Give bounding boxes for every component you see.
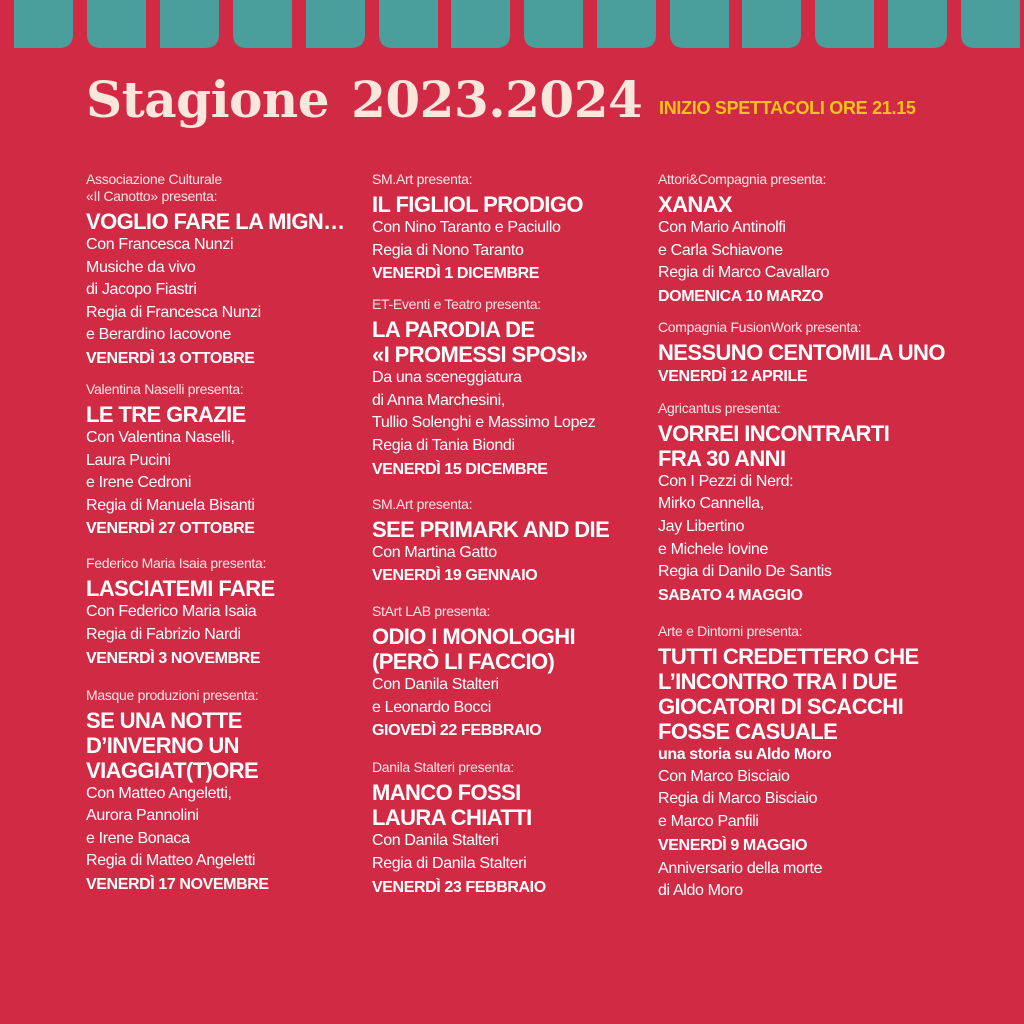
show-entry <box>86 687 378 897</box>
show-entry <box>658 623 958 903</box>
show-presenter: Agricantus presenta: <box>658 399 781 416</box>
show-title <box>86 576 378 601</box>
show-title-line: IL FIGLIOL PRODIGO <box>372 192 583 217</box>
show-title-line: D’INVERNO UN <box>86 732 239 758</box>
show-title-line: LASCIATEMI FARE <box>86 576 275 602</box>
show-credit-line: di Jacopo Fiastri <box>86 281 197 299</box>
awning-scallop <box>597 0 656 48</box>
show-credit-line: e Irene Bonaca <box>86 829 190 847</box>
show-credit-line: Con Danila Stalteri <box>372 832 499 850</box>
show-title-line: LAURA CHIATTI <box>372 805 532 831</box>
show-presenter: StArt LAB presenta: <box>372 603 491 620</box>
show-title <box>658 192 958 217</box>
show-entry <box>372 296 664 481</box>
show-title <box>658 340 958 365</box>
title-word: Stagione <box>86 70 330 129</box>
show-note-line: Anniversario della morte <box>658 859 823 877</box>
show-credit-line: e Irene Cedroni <box>86 474 192 492</box>
show-title-line: FRA 30 ANNI <box>658 445 786 471</box>
show-title-line: XANAX <box>658 192 733 217</box>
show-credit-line: Regia di Marco Cavallaro <box>658 264 830 282</box>
show-date: VENERDÌ 9 MAGGIO <box>658 836 808 854</box>
show-credit-line: Regia di Manuela Bisanti <box>86 496 255 514</box>
awning-scallop <box>14 0 73 48</box>
show-title <box>86 708 378 783</box>
show-entry <box>372 171 664 286</box>
show-credit-line: Con Francesca Nunzi <box>86 236 234 253</box>
show-title-line: VORREI INCONTRARTI <box>658 420 890 446</box>
awning-scallop <box>87 0 146 48</box>
awning-scallop <box>815 0 874 48</box>
show-date: VENERDÌ 15 DICEMBRE <box>372 460 548 478</box>
show-credit-line: Regia di Matteo Angeletti <box>86 852 256 870</box>
show-credit-line: Aurora Pannolini <box>86 807 199 825</box>
show-credit-line: Regia di Tania Biondi <box>372 436 515 454</box>
show-title-line: NESSUNO CENTOMILA UNO <box>658 339 945 365</box>
show-title <box>86 209 378 234</box>
show-credit-line: Con Danila Stalteri <box>372 676 499 694</box>
show-entry <box>372 603 664 743</box>
show-title <box>372 517 664 542</box>
page-title <box>86 70 642 129</box>
show-title-line: VOGLIO FARE LA MIGN… <box>86 209 345 234</box>
show-presenter: SM.Art presenta: <box>372 495 473 512</box>
show-date: GIOVEDÌ 22 FEBBRAIO <box>372 722 542 740</box>
show-entry <box>86 381 378 541</box>
show-credit-line: Con I Pezzi di Nerd: <box>658 472 794 490</box>
show-entry <box>86 555 378 670</box>
show-title-line: FOSSE CASUALE <box>658 718 838 744</box>
show-date: VENERDÌ 13 OTTOBRE <box>86 349 255 367</box>
show-title-line: L’INCONTRO TRA I DUE <box>658 668 897 694</box>
show-credit-line: e Berardino Iacovone <box>86 326 232 344</box>
show-presenter: Arte e Dintorni presenta: <box>658 622 803 639</box>
show-presenter: ET-Eventi e Teatro presenta: <box>372 296 541 313</box>
show-credit-line: Con Federico Maria Isaia <box>86 603 257 621</box>
show-credit-line: Jay Libertino <box>658 517 745 535</box>
show-title <box>658 421 958 471</box>
awning-scallop <box>888 0 947 48</box>
show-credit-line: Con Nino Taranto e Paciullo <box>372 219 561 236</box>
awning-scallop <box>306 0 365 48</box>
awning-scallop <box>233 0 292 48</box>
show-date: VENERDÌ 3 NOVEMBRE <box>86 649 261 667</box>
awning-scallop <box>379 0 438 48</box>
show-date: VENERDÌ 27 OTTOBRE <box>86 520 255 538</box>
show-entry <box>372 759 664 899</box>
show-presenter: Attori&Compagnia presenta: <box>658 171 827 187</box>
show-title-line: VIAGGIAT(T)ORE <box>86 757 259 783</box>
awning-scallop <box>524 0 583 48</box>
show-credit-line: Regia di Danila Stalteri <box>372 854 527 872</box>
show-credit-line: e Marco Panfili <box>658 812 759 830</box>
show-credit-line: Con Matteo Angeletti, <box>86 784 232 802</box>
show-credit-line: Tullio Solenghi e Massimo Lopez <box>372 414 596 432</box>
show-title-line: GIOCATORI DI SCACCHI <box>658 693 904 719</box>
show-credit-line: Regia di Fabrizio Nardi <box>86 625 241 643</box>
awning-scallop <box>160 0 219 48</box>
show-presenter: Valentina Naselli presenta: <box>86 380 244 397</box>
show-credit-line: di Anna Marchesini, <box>372 391 505 409</box>
show-title-line: MANCO FOSSI <box>372 780 521 806</box>
awning-scallop <box>670 0 729 48</box>
show-presenter: Federico Maria Isaia presenta: <box>86 555 267 572</box>
show-entry <box>86 171 378 371</box>
show-credit-line: Regia di Nono Taranto <box>372 241 524 259</box>
show-presenter: «Il Canotto» presenta: <box>86 188 218 204</box>
show-entry <box>372 496 664 589</box>
show-title-line: LA PARODIA DE <box>372 317 535 343</box>
show-title-line: TUTTI CREDETTERO CHE <box>658 643 919 669</box>
show-presenter: Masque produzioni presenta: <box>86 686 259 703</box>
show-note-line: di Aldo Moro <box>658 882 743 900</box>
awning-scallop <box>961 0 1020 48</box>
show-credit-line: Con Martina Gatto <box>372 543 497 561</box>
show-date: VENERDÌ 12 APRILE <box>658 367 808 385</box>
schedule-column-1 <box>86 171 378 897</box>
show-date: VENERDÌ 17 NOVEMBRE <box>86 875 269 893</box>
show-date: DOMENICA 10 MARZO <box>658 287 824 305</box>
show-credit-line: e Carla Schiavone <box>658 241 783 259</box>
awning-scallop <box>451 0 510 48</box>
show-credit-line: Regia di Marco Bisciaio <box>658 790 818 808</box>
show-date: VENERDÌ 1 DICEMBRE <box>372 265 540 283</box>
schedule-column-3 <box>658 171 958 903</box>
show-credit-line: Con Marco Bisciaio <box>658 767 790 785</box>
show-title <box>86 402 378 427</box>
show-title <box>372 780 664 830</box>
show-entry <box>658 400 958 608</box>
show-credit-line: e Leonardo Bocci <box>372 698 491 716</box>
show-credit-line: Regia di Francesca Nunzi <box>86 303 261 321</box>
show-date: VENERDÌ 23 FEBBRAIO <box>372 878 546 896</box>
show-subline: una storia su Aldo Moro <box>658 745 832 763</box>
show-credit-line: Musiche da vivo <box>86 258 196 276</box>
show-credit-line: Con Mario Antinolfi <box>658 219 786 236</box>
show-title-line: «I PROMESSI SPOSI» <box>372 342 588 368</box>
show-credit-line: Regia di Danilo De Santis <box>658 563 832 581</box>
show-title-line: SE UNA NOTTE <box>86 707 242 733</box>
show-credit-line: Con Valentina Naselli, <box>86 428 235 446</box>
show-title <box>372 192 664 217</box>
show-presenter: Associazione Culturale <box>86 171 222 187</box>
show-presenter: Compagnia FusionWork presenta: <box>658 318 862 335</box>
show-presenter: SM.Art presenta: <box>372 171 473 187</box>
show-date: VENERDÌ 19 GENNAIO <box>372 567 538 585</box>
show-title-line: (PERÒ LI FACCIO) <box>372 649 555 675</box>
show-presenter: Danila Stalteri presenta: <box>372 759 514 776</box>
show-title-line: ODIO I MONOLOGHI <box>372 624 576 650</box>
schedule-column-2 <box>372 171 664 900</box>
show-title <box>372 624 664 674</box>
show-title <box>658 644 958 744</box>
show-title-line: SEE PRIMARK AND DIE <box>372 516 610 542</box>
show-entry <box>658 319 958 389</box>
show-date: SABATO 4 MAGGIO <box>658 586 803 604</box>
start-time-notice: INIZIO SPETTACOLI ORE 21.15 <box>659 98 916 118</box>
show-credit-line: Mirko Cannella, <box>658 495 764 513</box>
awning-scallop <box>742 0 801 48</box>
show-credit-line: Laura Pucini <box>86 451 171 469</box>
show-credit-line: e Michele Iovine <box>658 540 769 558</box>
awning-scallop-border <box>0 0 1024 52</box>
show-title <box>372 317 664 367</box>
show-entry <box>658 171 958 309</box>
show-credit-line: Da una sceneggiatura <box>372 369 522 387</box>
title-years: 2023.2024 <box>351 70 643 129</box>
show-title-line: LE TRE GRAZIE <box>86 401 246 427</box>
